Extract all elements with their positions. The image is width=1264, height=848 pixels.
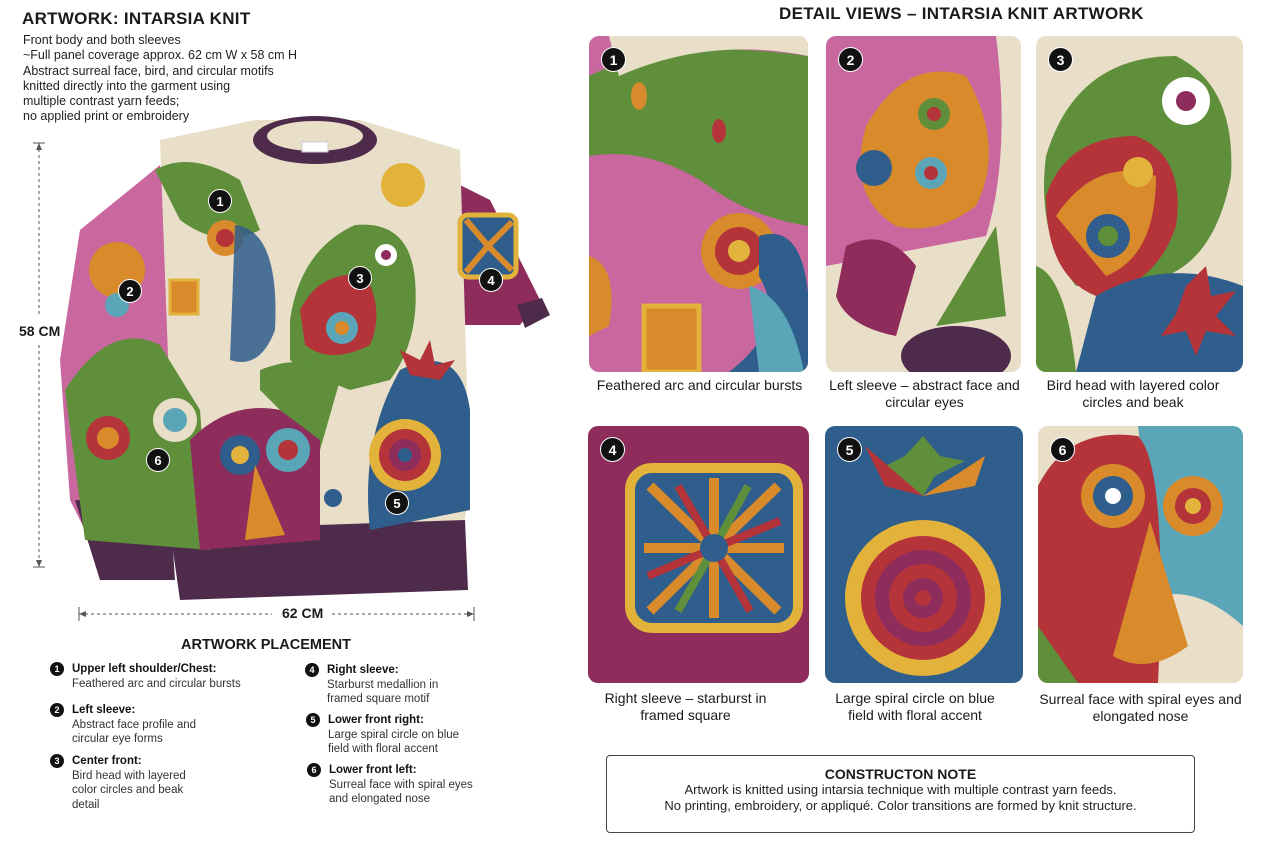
placement-title: ARTWORK PLACEMENT [181,637,351,653]
placement-heading: Center front: [72,755,142,767]
garment-marker: 5 [385,491,409,515]
detail-caption: Right sleeve – starburst in framed square [604,690,767,723]
height-dimension-label: 58 CM [19,323,61,339]
placement-description: Surreal face with spiral eyes and elongated nose [329,778,473,805]
detail-badge: 4 [600,437,625,462]
placement-heading: Lower front left: [329,764,417,776]
detail-caption: Surreal face with spiral eyes and elongated nose [1039,691,1242,724]
garment-marker: 1 [208,189,232,213]
detail-badge: 2 [838,47,863,72]
detail-photo-3 [1036,36,1243,372]
detail-photo-6 [1038,426,1243,683]
placement-item [54,662,272,691]
placement-heading: Right sleeve: [327,664,399,676]
spec-line: knitted directly into the garment using [23,78,231,93]
placement-item [54,703,212,747]
placement-number: 2 [50,703,64,717]
detail-photo-2 [826,36,1021,372]
detail-badge: 6 [1050,437,1075,462]
note-line: Artwork is knitted using intarsia technique with multiple contrast yarn feeds. [684,782,1117,797]
width-dimension-label: 62 CM [282,605,324,621]
detail-badge: 1 [601,47,626,72]
detail-photo-4 [588,426,809,683]
garment-marker: 3 [348,266,372,290]
detail-badge: 5 [837,437,862,462]
placement-heading: Lower front right: [328,714,424,726]
sweater-illustration [20,110,560,630]
placement-description: Starburst medallion in framed square motif [327,678,439,705]
placement-description: Feathered arc and circular bursts [72,677,241,690]
artwork-title: ARTWORK: INTARSIA KNIT [22,9,251,28]
spec-line: multiple contrast yarn feeds; [23,94,180,109]
detail-badge: 3 [1048,47,1073,72]
placement-description: Abstract face profile and circular eye forms [72,718,197,745]
detail-photo-5 [825,426,1023,683]
placement-number: 6 [307,763,321,777]
detail-caption: Large spiral circle on blue field with floral accent [835,690,995,723]
detail-views-title: DETAIL VIEWS – INTARSIA KNIT ARTWORK [779,4,1144,23]
placement-item [54,754,212,812]
spec-line: no applied print or embroidery [23,109,190,124]
placement-item [310,713,478,757]
detail-caption: Left sleeve – abstract face and circular eyes [829,377,1020,410]
placement-number: 3 [50,754,64,768]
note-line: No printing, embroidery, or appliqué. Color transitions are formed by knit structure. [664,798,1137,813]
placement-number: 5 [306,713,320,727]
detail-photo-1 [589,36,808,372]
note-title: CONSTRUCTON NOTE [824,766,977,782]
placement-item [309,663,477,707]
detail-caption: Feathered arc and circular bursts [596,377,803,393]
placement-description: Bird head with layered color circles and beak detail [72,769,186,811]
placement-item [311,763,479,807]
spec-line: ~Full panel coverage approx. 62 cm W x 58 cm H [23,48,298,63]
placement-number: 1 [50,662,64,676]
garment-marker: 4 [479,268,503,292]
construction-note [606,755,1195,833]
placement-heading: Left sleeve: [72,704,136,716]
garment-marker: 6 [146,448,170,472]
placement-number: 4 [305,663,319,677]
garment-marker: 2 [118,279,142,303]
detail-caption: Bird head with layered color circles and beak [1046,377,1220,410]
placement-heading: Upper left shoulder/Chest: [72,663,217,675]
spec-line: Front body and both sleeves [23,33,181,47]
placement-description: Large spiral circle on blue field with floral accent [328,728,460,755]
spec-line: Abstract surreal face, bird, and circular motifs [23,63,274,78]
